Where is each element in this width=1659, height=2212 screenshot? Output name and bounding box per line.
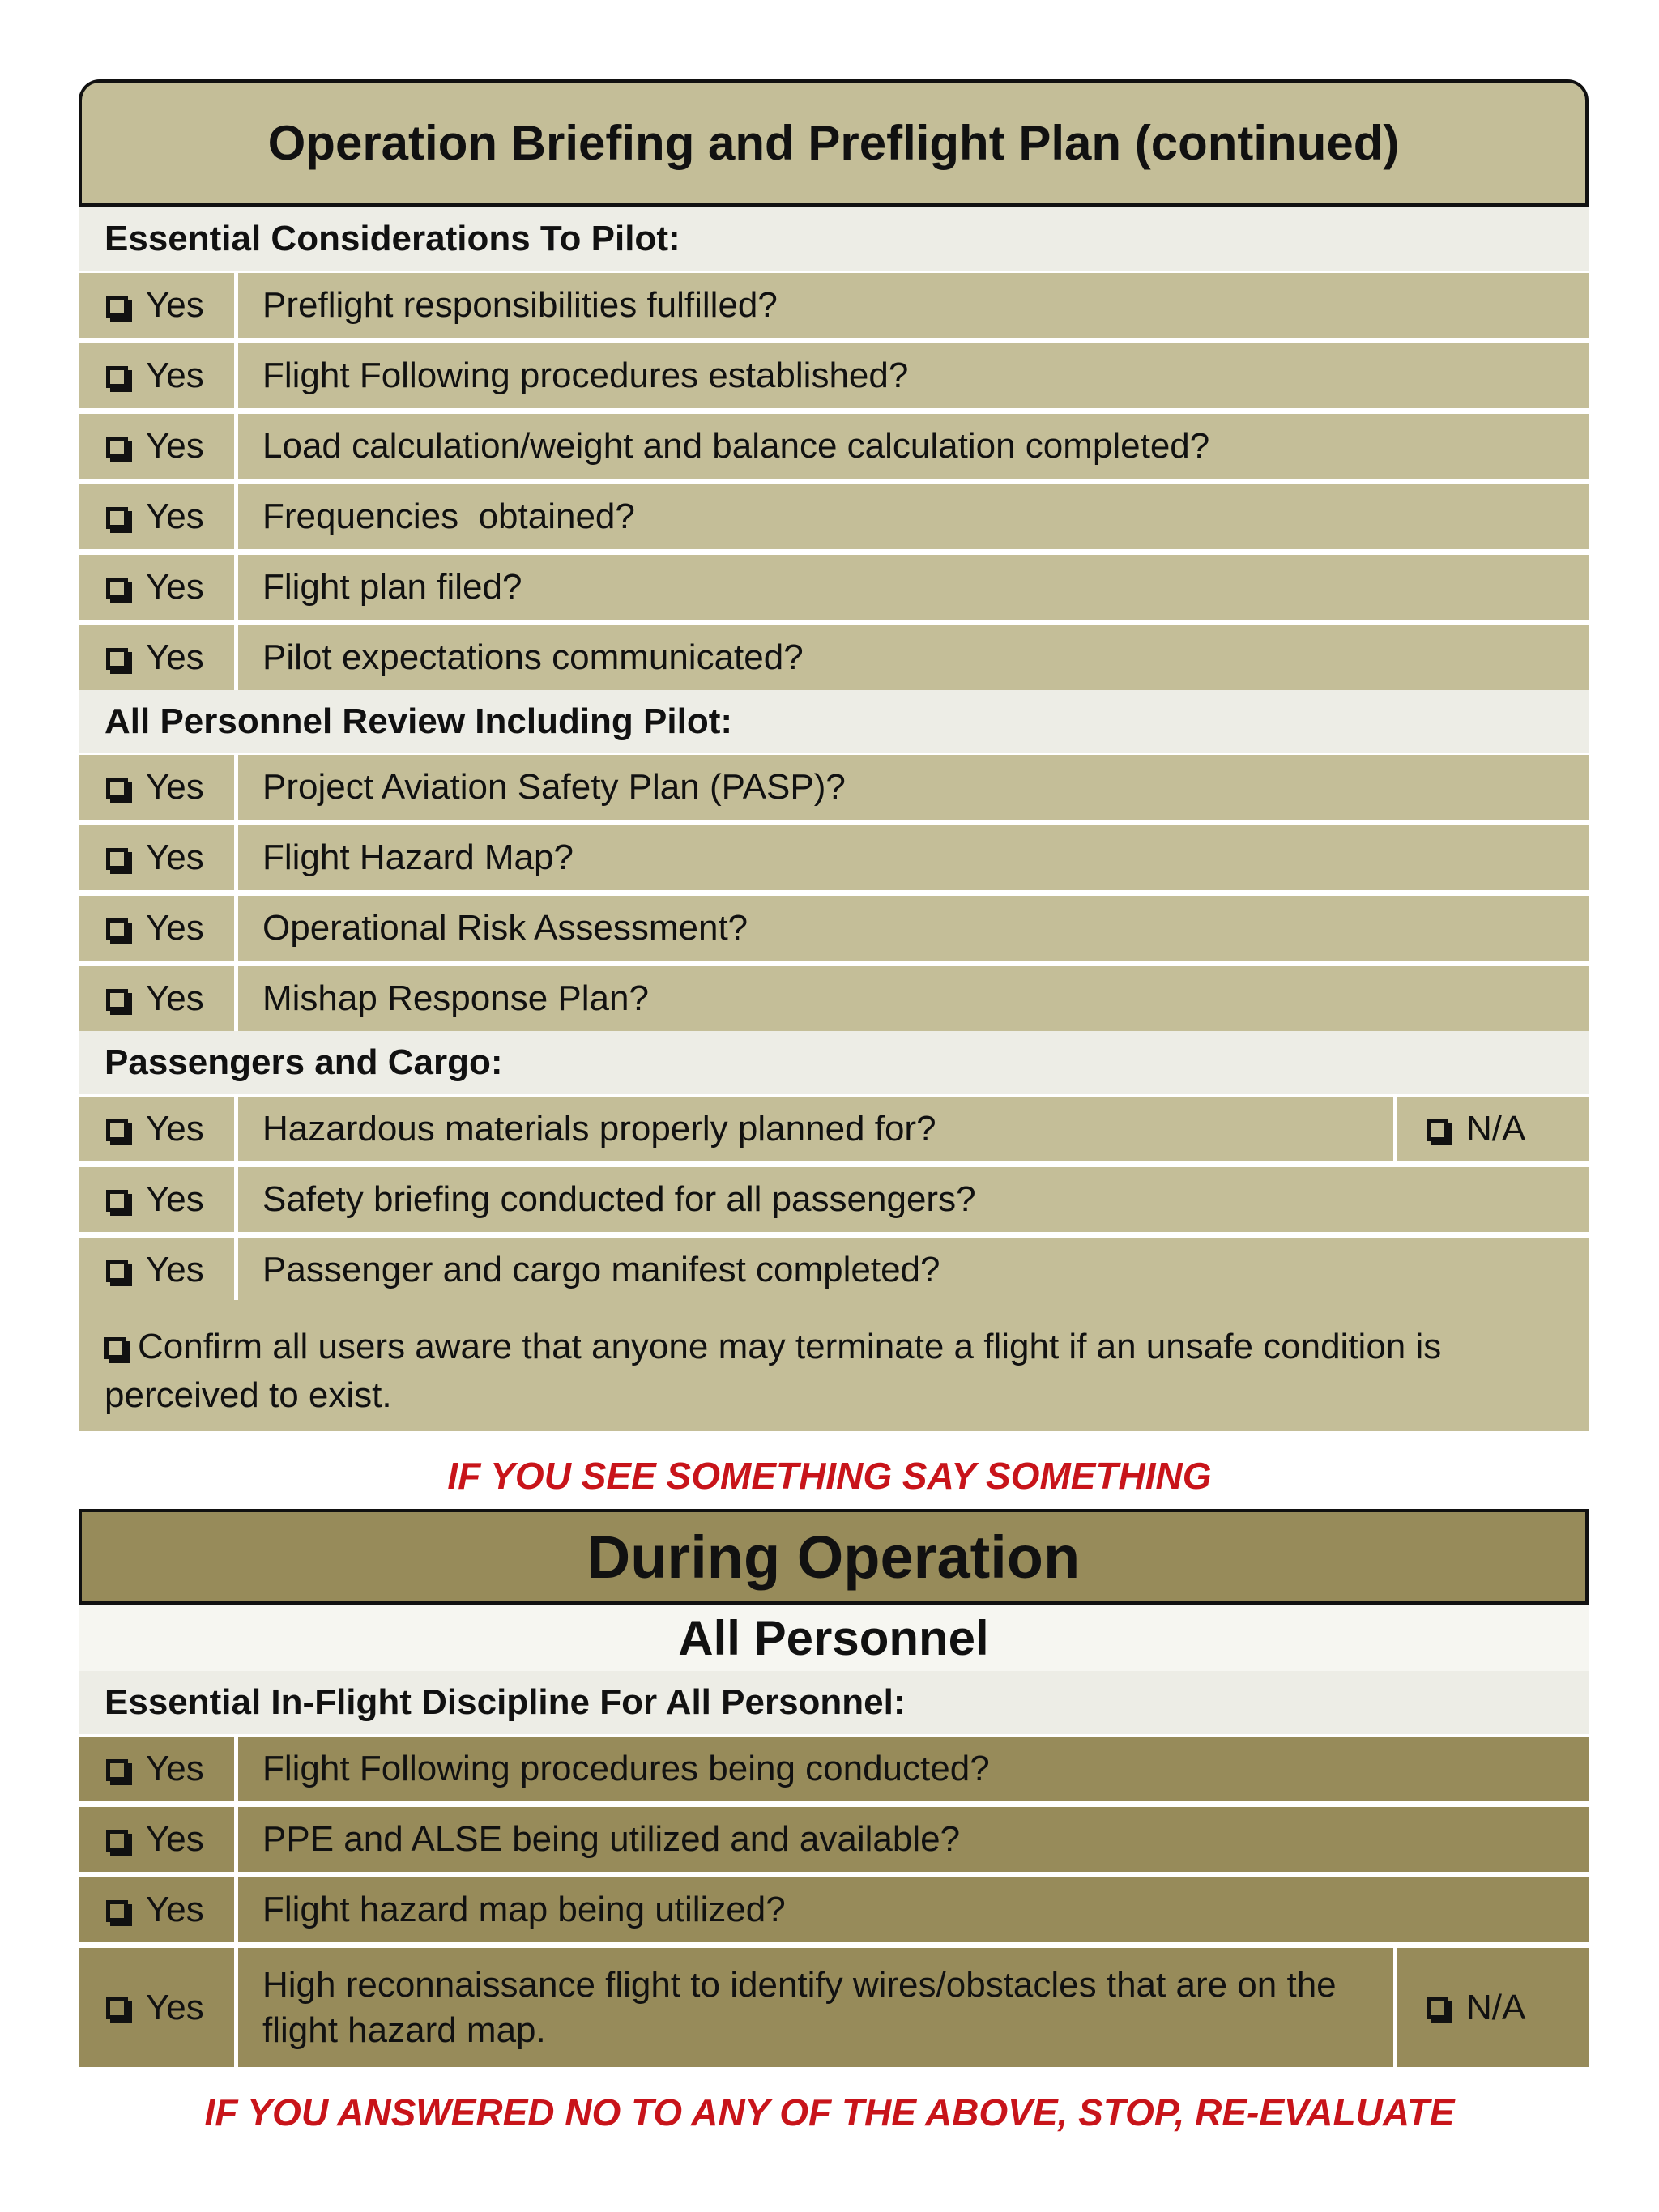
question-text: Flight hazard map being utilized? xyxy=(238,1877,1589,1942)
section-heading-passengers: Passengers and Cargo: xyxy=(79,1031,1589,1094)
yes-checkbox[interactable]: Yes xyxy=(79,1807,234,1872)
question-text: Operational Risk Assessment? xyxy=(238,896,1589,961)
question-text: Flight Hazard Map? xyxy=(238,825,1589,890)
question-text: Hazardous materials properly planned for? xyxy=(238,1097,1393,1161)
checklist-row xyxy=(79,273,1589,338)
during-subtitle: All Personnel xyxy=(79,1605,1589,1671)
yes-checkbox[interactable]: Yes xyxy=(79,273,234,338)
question-text: Flight plan filed? xyxy=(238,555,1589,620)
during-title: During Operation xyxy=(79,1509,1589,1605)
checklist-row xyxy=(79,625,1589,690)
section-heading-inflight: Essential In-Flight Discipline For All Personnel: xyxy=(79,1671,1589,1734)
question-text: Flight Following procedures being conducted? xyxy=(238,1737,1589,1801)
checklist-row xyxy=(79,555,1589,620)
yes-checkbox[interactable]: Yes xyxy=(79,825,234,890)
checkbox-icon xyxy=(106,1119,128,1141)
checkbox-icon xyxy=(106,1260,128,1282)
na-checkbox[interactable]: N/A xyxy=(1397,1948,1589,2067)
yes-checkbox[interactable]: Yes xyxy=(79,1737,234,1801)
yes-checkbox[interactable]: Yes xyxy=(79,1238,234,1302)
checklist-row xyxy=(79,343,1589,408)
yes-checkbox[interactable]: Yes xyxy=(79,755,234,820)
confirm-text: Confirm all users aware that anyone may terminate a flight if an unsafe condition is perceived to exist. xyxy=(104,1327,1442,1415)
yes-checkbox[interactable]: Yes xyxy=(79,343,234,408)
checklist-row xyxy=(79,1948,1589,2067)
checklist-row xyxy=(79,484,1589,549)
checkbox-icon xyxy=(106,1759,128,1781)
checkbox-icon xyxy=(106,918,128,940)
checklist-row xyxy=(79,896,1589,961)
yes-checkbox[interactable]: Yes xyxy=(79,1877,234,1942)
question-text: Project Aviation Safety Plan (PASP)? xyxy=(238,755,1589,820)
yes-checkbox[interactable]: Yes xyxy=(79,966,234,1031)
question-text: Load calculation/weight and balance calculation completed? xyxy=(238,414,1589,479)
section-heading-personnel: All Personnel Review Including Pilot: xyxy=(79,690,1589,753)
yes-checkbox[interactable]: Yes xyxy=(79,414,234,479)
checklist-row xyxy=(79,755,1589,820)
yes-checkbox[interactable]: Yes xyxy=(79,896,234,961)
checklist-row xyxy=(79,1167,1589,1232)
checklist-row xyxy=(79,966,1589,1031)
checkbox-icon xyxy=(106,296,128,318)
checkbox-icon xyxy=(106,648,128,670)
na-checkbox[interactable]: N/A xyxy=(1397,1097,1589,1161)
checkbox-icon xyxy=(106,1190,128,1212)
checklist-row xyxy=(79,825,1589,890)
question-text: Preflight responsibilities fulfilled? xyxy=(238,273,1589,338)
yes-checkbox[interactable]: Yes xyxy=(79,625,234,690)
question-text: Passenger and cargo manifest completed? xyxy=(238,1238,1589,1302)
yes-checkbox[interactable]: Yes xyxy=(79,1097,234,1161)
question-text: PPE and ALSE being utilized and available? xyxy=(238,1807,1589,1872)
checklist-row xyxy=(79,1737,1589,1801)
yes-checkbox[interactable]: Yes xyxy=(79,1948,234,2067)
checkbox-icon xyxy=(106,778,128,799)
checkbox-icon xyxy=(1427,1119,1448,1141)
question-text: Mishap Response Plan? xyxy=(238,966,1589,1031)
checkbox-icon xyxy=(106,848,128,870)
checkbox-icon xyxy=(106,1997,128,2019)
checkbox-icon xyxy=(106,366,128,388)
yes-checkbox[interactable]: Yes xyxy=(79,484,234,549)
checkbox-icon xyxy=(106,437,128,458)
confirm-checkbox-item[interactable] xyxy=(79,1300,1589,1431)
checkbox-icon xyxy=(104,1337,126,1359)
stop-warning-text: IF YOU ANSWERED NO TO ANY OF THE ABOVE, STOP, RE-EVALUATE xyxy=(204,2091,1455,2133)
checklist-row xyxy=(79,1238,1589,1302)
yes-checkbox[interactable]: Yes xyxy=(79,1167,234,1232)
question-text: Frequencies obtained? xyxy=(238,484,1589,549)
checkbox-icon xyxy=(106,1900,128,1922)
question-text: Pilot expectations communicated? xyxy=(238,625,1589,690)
warning-text: IF YOU SEE SOMETHING SAY SOMETHING xyxy=(447,1455,1212,1497)
checkbox-icon xyxy=(106,507,128,529)
checklist-row xyxy=(79,1877,1589,1942)
briefing-title: Operation Briefing and Preflight Plan (continued) xyxy=(79,79,1589,207)
question-text: High reconnaissance flight to identify wires/obstacles that are on the flight hazard map. xyxy=(238,1948,1393,2067)
checklist-row xyxy=(79,414,1589,479)
checkbox-icon xyxy=(106,578,128,599)
checklist-row xyxy=(79,1807,1589,1872)
checkbox-icon xyxy=(106,1830,128,1852)
checkbox-icon xyxy=(106,989,128,1011)
checkbox-icon xyxy=(1427,1997,1448,2019)
question-text: Safety briefing conducted for all passengers? xyxy=(238,1167,1589,1232)
section-heading-pilot: Essential Considerations To Pilot: xyxy=(79,207,1589,271)
yes-checkbox[interactable]: Yes xyxy=(79,555,234,620)
question-text: Flight Following procedures established? xyxy=(238,343,1589,408)
checklist-row xyxy=(79,1097,1589,1161)
